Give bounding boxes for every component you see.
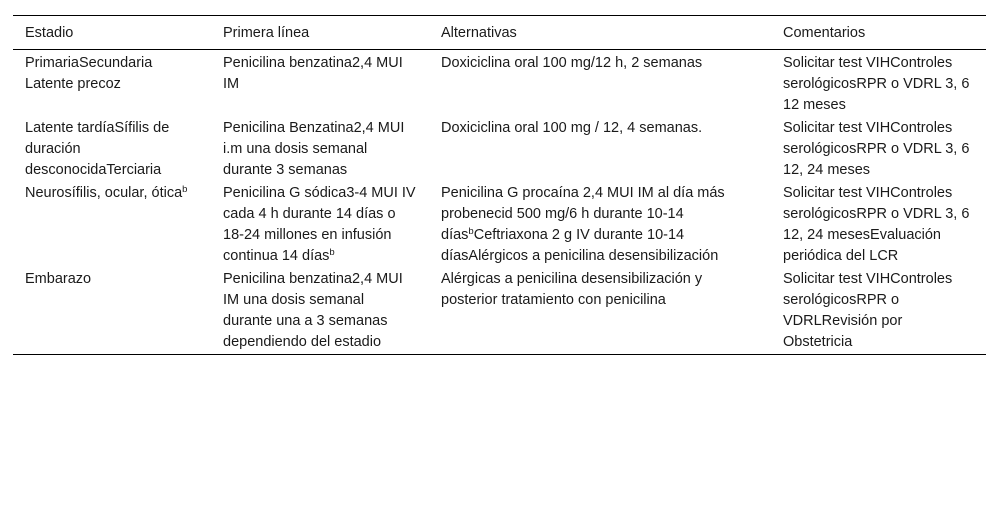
cell-text: Neurosífilis, ocular, ótica <box>25 185 183 201</box>
cell-alternativas <box>429 182 771 268</box>
cell-primera-linea: Penicilina Benzatina2,4 MUI i.m una dosis semanal durante 3 semanas <box>223 120 405 178</box>
cell-comentarios: Solicitar test VIHControles serológicosRPR o VDRL 3, 6 12, 24 mesesEvaluación periódica del LCR <box>783 185 970 264</box>
cell-primera-linea: Penicilina benzatina2,4 MUI IM <box>223 55 403 92</box>
cell-estadio: Latente tardíaSífilis de duración desconocidaTerciaria <box>25 120 170 178</box>
header-estadio: Estadio <box>25 25 74 41</box>
footnote-marker: b <box>182 184 188 195</box>
cell-text: Penicilina G sódica3-4 MUI IV cada 4 h durante 14 días o 18-24 millones en infusión continua 14 días <box>223 185 416 264</box>
cell-text: Ceftriaxona 2 g IV durante 10-14 díasAlérgicos a penicilina desensibilización <box>441 227 719 264</box>
table-row <box>13 50 986 118</box>
table-row <box>13 117 986 182</box>
table-row <box>13 182 986 268</box>
cell-alternativas: Doxiciclina oral 100 mg / 12, 4 semanas. <box>441 120 703 136</box>
cell-comentarios: Solicitar test VIHControles serológicosRPR o VDRL 3, 6 12 meses <box>783 55 970 113</box>
cell-alternativas: Alérgicas a penicilina desensibilización y posterior tratamiento con penicilina <box>441 271 703 308</box>
header-alternativas: Alternativas <box>441 25 517 41</box>
syphilis-treatment-table <box>13 15 986 355</box>
table-header <box>13 16 986 50</box>
table-row <box>13 268 986 355</box>
cell-alternativas: Doxiciclina oral 100 mg/12 h, 2 semanas <box>441 55 703 71</box>
cell-comentarios: Solicitar test VIHControles serológicosRPR o VDRLRevisión por Obstetricia <box>783 271 953 350</box>
cell-text: Penicilina G procaína 2,4 MUI IM al día más probenecid 500 mg/6 h durante 10-14 días <box>441 185 725 243</box>
footnote-marker: b <box>329 247 335 258</box>
table-body <box>13 50 986 355</box>
footnote-marker: b <box>468 226 474 237</box>
cell-comentarios: Solicitar test VIHControles serológicosRPR o VDRL 3, 6 12, 24 meses <box>783 120 970 178</box>
cell-estadio: PrimariaSecundaria Latente precoz <box>25 55 153 92</box>
header-comentarios: Comentarios <box>783 25 866 41</box>
cell-estadio <box>13 182 211 268</box>
cell-primera-linea <box>211 182 429 268</box>
header-row <box>13 16 986 50</box>
header-primera-linea: Primera línea <box>223 25 310 41</box>
cell-estadio: Embarazo <box>25 271 92 287</box>
cell-primera-linea: Penicilina benzatina2,4 MUI IM una dosis semanal durante una a 3 semanas dependiendo del estadio <box>223 271 403 350</box>
